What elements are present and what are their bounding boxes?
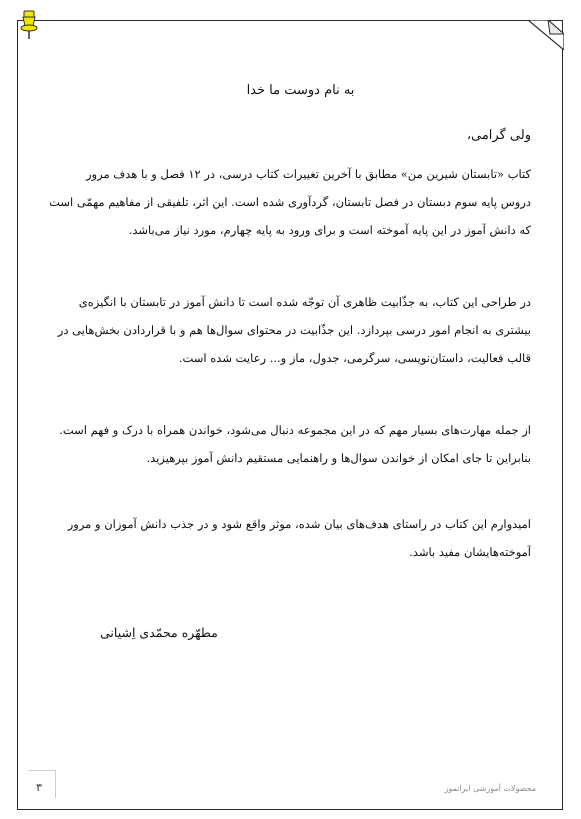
paragraph-line: در طراحی این کتاب، به جذّابیت ظاهری آن توجّه شده است تا دانش آموز در تابستان با انگیزه‌ی bbox=[78, 295, 531, 309]
page-number: ۳ bbox=[36, 781, 42, 794]
paragraph-closing bbox=[41, 510, 531, 566]
page-corner-fold-icon bbox=[528, 20, 564, 50]
paragraph-line: که دانش آموز در این پایه آموخته است و برای ورود به پایه چهارم، مورد نیاز می‌باشد. bbox=[128, 223, 531, 237]
paragraph-design bbox=[41, 288, 531, 372]
paragraph-skills bbox=[41, 416, 531, 472]
paragraph-line: امیدوارم این کتاب در راستای هدف‌های بیان شده، موثر واقع شود و در جذب دانش آموزان و مرور bbox=[67, 517, 531, 531]
paragraph-line: بنابراین تا جای امکان از خواندن سوال‌ها و راهنمایی مستقیم دانش آموز بپرهیزید. bbox=[146, 451, 531, 465]
paragraph-line: از جمله مهارت‌های بسیار مهم که در این مجموعه دنبال می‌شود، خواندن همراه با درک و فهم است. bbox=[59, 423, 531, 437]
footer-brand: محصولات آموزشی ایرانموز bbox=[444, 784, 536, 793]
page-heading: به نام دوست ما خدا bbox=[246, 83, 355, 98]
paragraph-intro bbox=[41, 160, 531, 244]
paragraph-line: دروس پایه سوم دبستان در فصل تابستان، گردآوری شده است. این اثر، تلفیقی از مفاهیم مهمّی است bbox=[49, 195, 531, 209]
pushpin-icon bbox=[18, 10, 40, 40]
greeting: ولی گرامی، bbox=[466, 128, 531, 143]
author-signature: مطهّره محمّدی اِشیانی bbox=[100, 625, 218, 640]
paragraph-line: قالب فعالیت، داستان‌نویسی، سرگرمی، جدول، ماز و... رعایت شده است. bbox=[178, 351, 531, 365]
page-number-box bbox=[28, 770, 56, 798]
paragraph-line: بیشتری به انجام امور درسی بپردازد. این جذّابیت در محتوای سوال‌ها هم و با قراردادن بخش‌هایی در bbox=[57, 323, 531, 337]
paragraph-line: کتاب «تابستان شیرین من» مطابق با آخرین تغییرات کتاب درسی، در ۱۲ فصل و با هدف مرور bbox=[86, 167, 531, 181]
paragraph-line: آموخته‌هایشان مفید باشد. bbox=[409, 545, 531, 559]
